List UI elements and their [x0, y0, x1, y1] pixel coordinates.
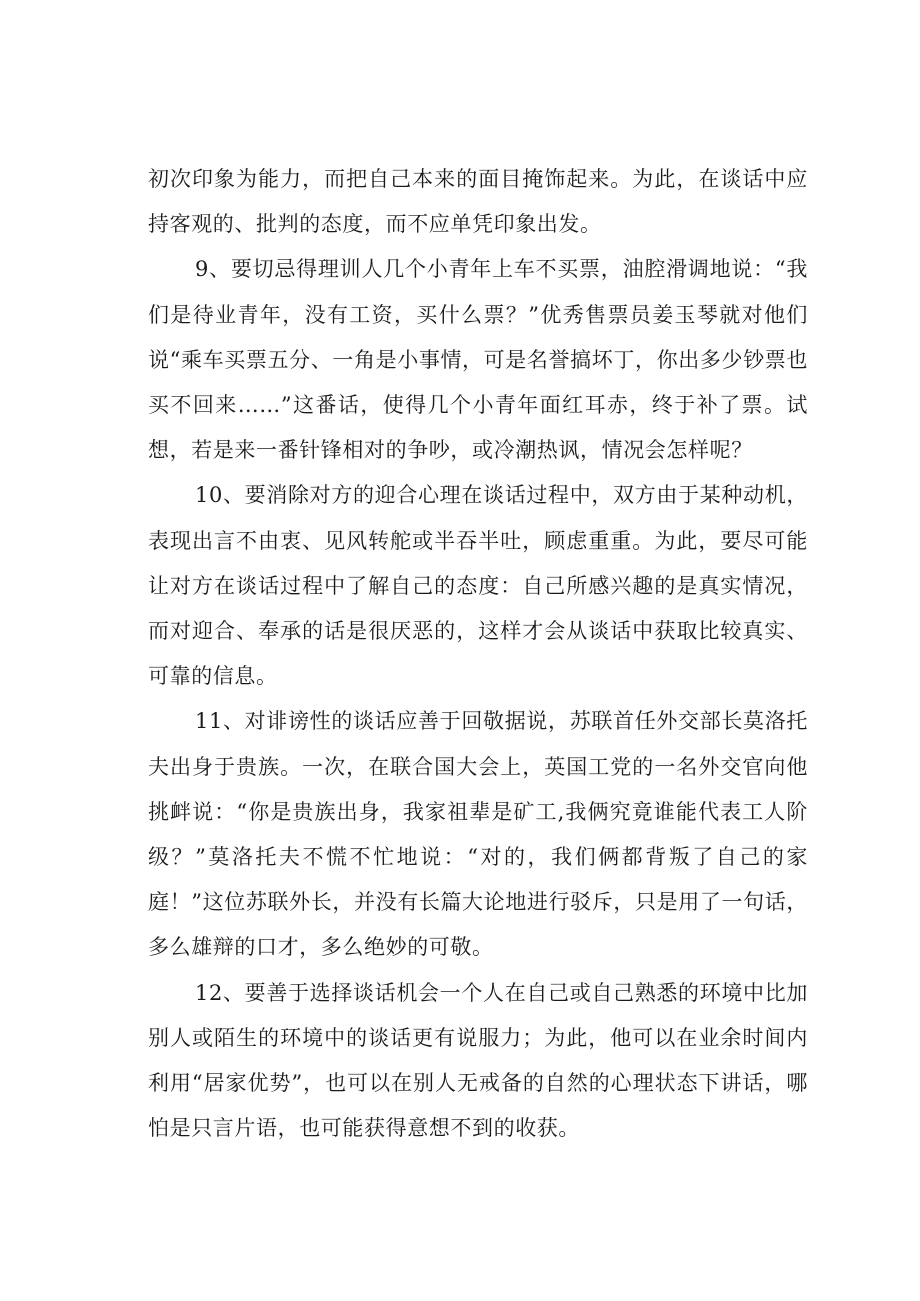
document-page — [148, 157, 808, 1151]
paragraph-item-10: 10、要消除对方的迎合心理在谈话过程中，双方由于某种动机，表现出言不由衷、见风转舵或半吞半吐，顾虑重重。为此，要尽可能让对方在谈话过程中了解自己的态度：自己所感兴趣的是真实情况，而对迎合、奉承的话是很厌恶的，这样才会从谈话中获取比较真实、可靠的信息。 — [148, 483, 808, 689]
paragraph-continuation: 初次印象为能力，而把自己本来的面目掩饰起来。为此，在谈话中应持客观的、批判的态度，而不应单凭印象出发。 — [148, 167, 808, 237]
paragraph-item-12: 12、要善于选择谈话机会一个人在自己或自己熟悉的环境中比加别人或陌生的环境中的谈话更有说服力；为此，他可以在业余时间内利用“居家优势”，也可以在别人无戒备的自然的心理状态下讲话，哪怕是只言片语，也可能获得意想不到的收获。 — [148, 980, 808, 1141]
paragraph-item-11: 11、对诽谤性的谈话应善于回敬据说，苏联首任外交部长莫洛托夫出身于贵族。一次，在联合国大会上，英国工党的一名外交官向他挑衅说：“你是贵族出身，我家祖辈是矿工,我俩究竟谁能代表工人阶级？”莫洛托夫不慌不忙地说：“对的，我们俩都背叛了自己的家庭！”这位苏联外长，并没有长篇大论地进行驳斥，只是用了一句话，多么雄辩的口才，多么绝妙的可敬。 — [148, 709, 808, 960]
paragraph-item-9: 9、要切忌得理训人几个小青年上车不买票，油腔滑调地说：“我们是待业青年，没有工资，买什么票？”优秀售票员姜玉琴就对他们说“乘车买票五分、一角是小事情，可是名誉搞坏丁，你出多少钞票也买不回来……”这番话，使得几个小青年面红耳赤，终于补了票。试想，若是来一番针锋相对的争吵，或冷潮热讽，情况会怎样呢？ — [148, 257, 808, 463]
